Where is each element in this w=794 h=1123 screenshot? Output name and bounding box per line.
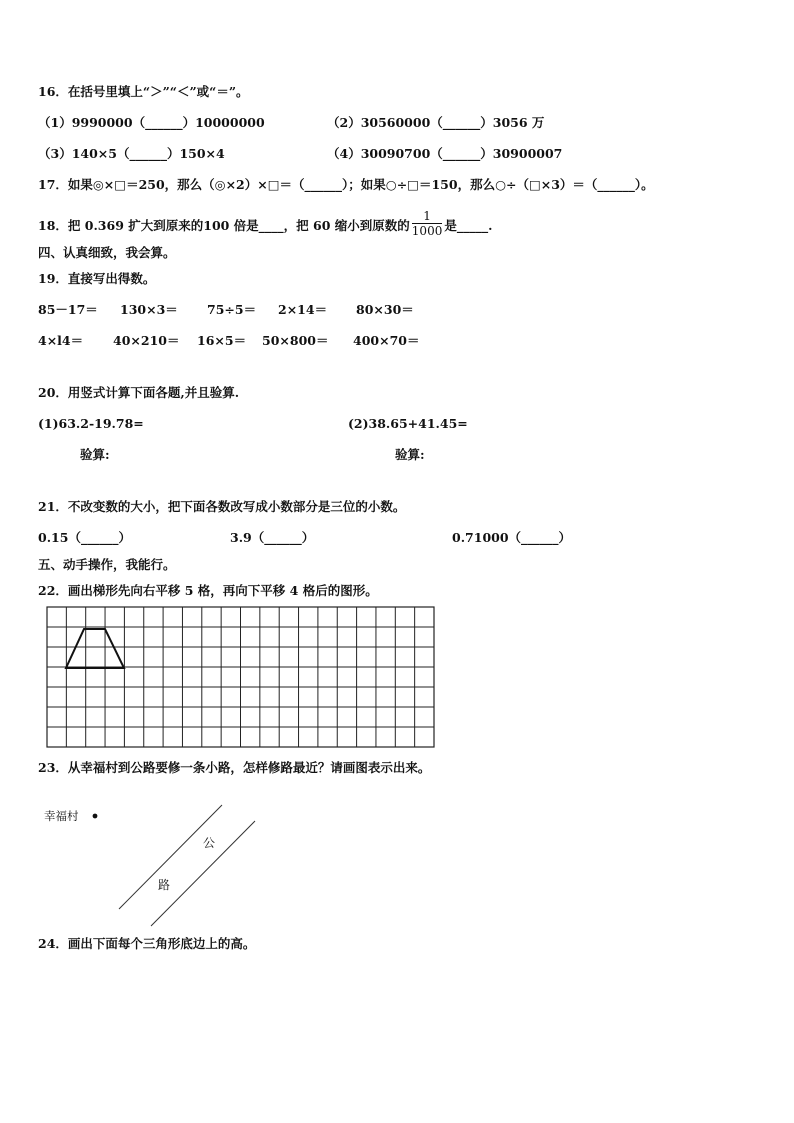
village-label: 幸福村 xyxy=(44,809,79,823)
q19-item: 4×l4＝ xyxy=(38,333,84,348)
q22-title: 22．画出梯形先向右平移 5 格，再向下平移 4 格后的图形。 xyxy=(38,583,378,598)
q19-item: 75÷5＝ xyxy=(207,302,257,317)
q20-part1: (1)63.2-19.78= xyxy=(38,416,144,431)
road-label-char: 路 xyxy=(158,878,171,892)
q18-fraction-numerator: 1 xyxy=(412,209,443,224)
q18-text-before: 18．把 0.369 扩大到原来的100 倍是____，把 60 缩小到原数的 xyxy=(38,218,410,233)
q24-title: 24．画出下面每个三角形底边上的高。 xyxy=(38,936,256,951)
q20-title: 20．用竖式计算下面各题,并且验算. xyxy=(38,385,240,400)
village-point xyxy=(93,814,98,819)
q19-item: 2×14＝ xyxy=(278,302,328,317)
q19-item: 130×3＝ xyxy=(120,302,178,317)
q19-item: 16×5＝ xyxy=(197,333,247,348)
q16-title: 16．在括号里填上“＞”“＜”或“＝”。 xyxy=(38,84,249,99)
q19-item: 85－17＝ xyxy=(38,302,98,317)
q20-check-label: 验算: xyxy=(395,447,425,462)
q19-title: 19．直接写出得数。 xyxy=(38,271,156,286)
q19-item: 80×30＝ xyxy=(356,302,414,317)
road-label-char: 公 xyxy=(203,836,216,850)
q16-part1: （1）9990000（______）10000000 xyxy=(38,115,265,130)
q16-part4: （4）30090700（______）30900007 xyxy=(327,146,563,161)
q18-fraction-denominator: 1000 xyxy=(411,224,443,238)
q19-item: 400×70＝ xyxy=(353,333,420,348)
q21-item: 3.9（______） xyxy=(230,530,315,545)
trapezoid-shape xyxy=(66,629,124,668)
q16-part3: （3）140×5（______）150×4 xyxy=(38,146,225,161)
q21-title: 21．不改变数的大小，把下面各数改写成小数部分是三位的小数。 xyxy=(38,499,406,514)
q19-item: 40×210＝ xyxy=(113,333,180,348)
section4-heading: 四、认真细致，我会算。 xyxy=(38,245,176,260)
section5-heading: 五、动手操作，我能行。 xyxy=(38,557,176,572)
q18-text-after: 是_____. xyxy=(444,218,493,233)
road-edge-left xyxy=(119,805,222,909)
q21-item: 0.71000（______） xyxy=(452,530,572,545)
q23-title: 23．从幸福村到公路要修一条小路，怎样修路最近？请画图表示出来。 xyxy=(38,760,431,775)
q19-item: 50×800＝ xyxy=(262,333,329,348)
q20-part2: (2)38.65+41.45= xyxy=(348,416,468,431)
q21-item: 0.15（______） xyxy=(38,530,131,545)
q20-check-label: 验算: xyxy=(80,447,110,462)
q17-text: 17．如果◎×□＝250，那么（◎×2）×□＝（______）；如果○÷□＝150，那么○÷（□×3）＝（______）。 xyxy=(38,177,654,192)
q16-part2: （2）30560000（______）3056 万 xyxy=(327,115,545,130)
